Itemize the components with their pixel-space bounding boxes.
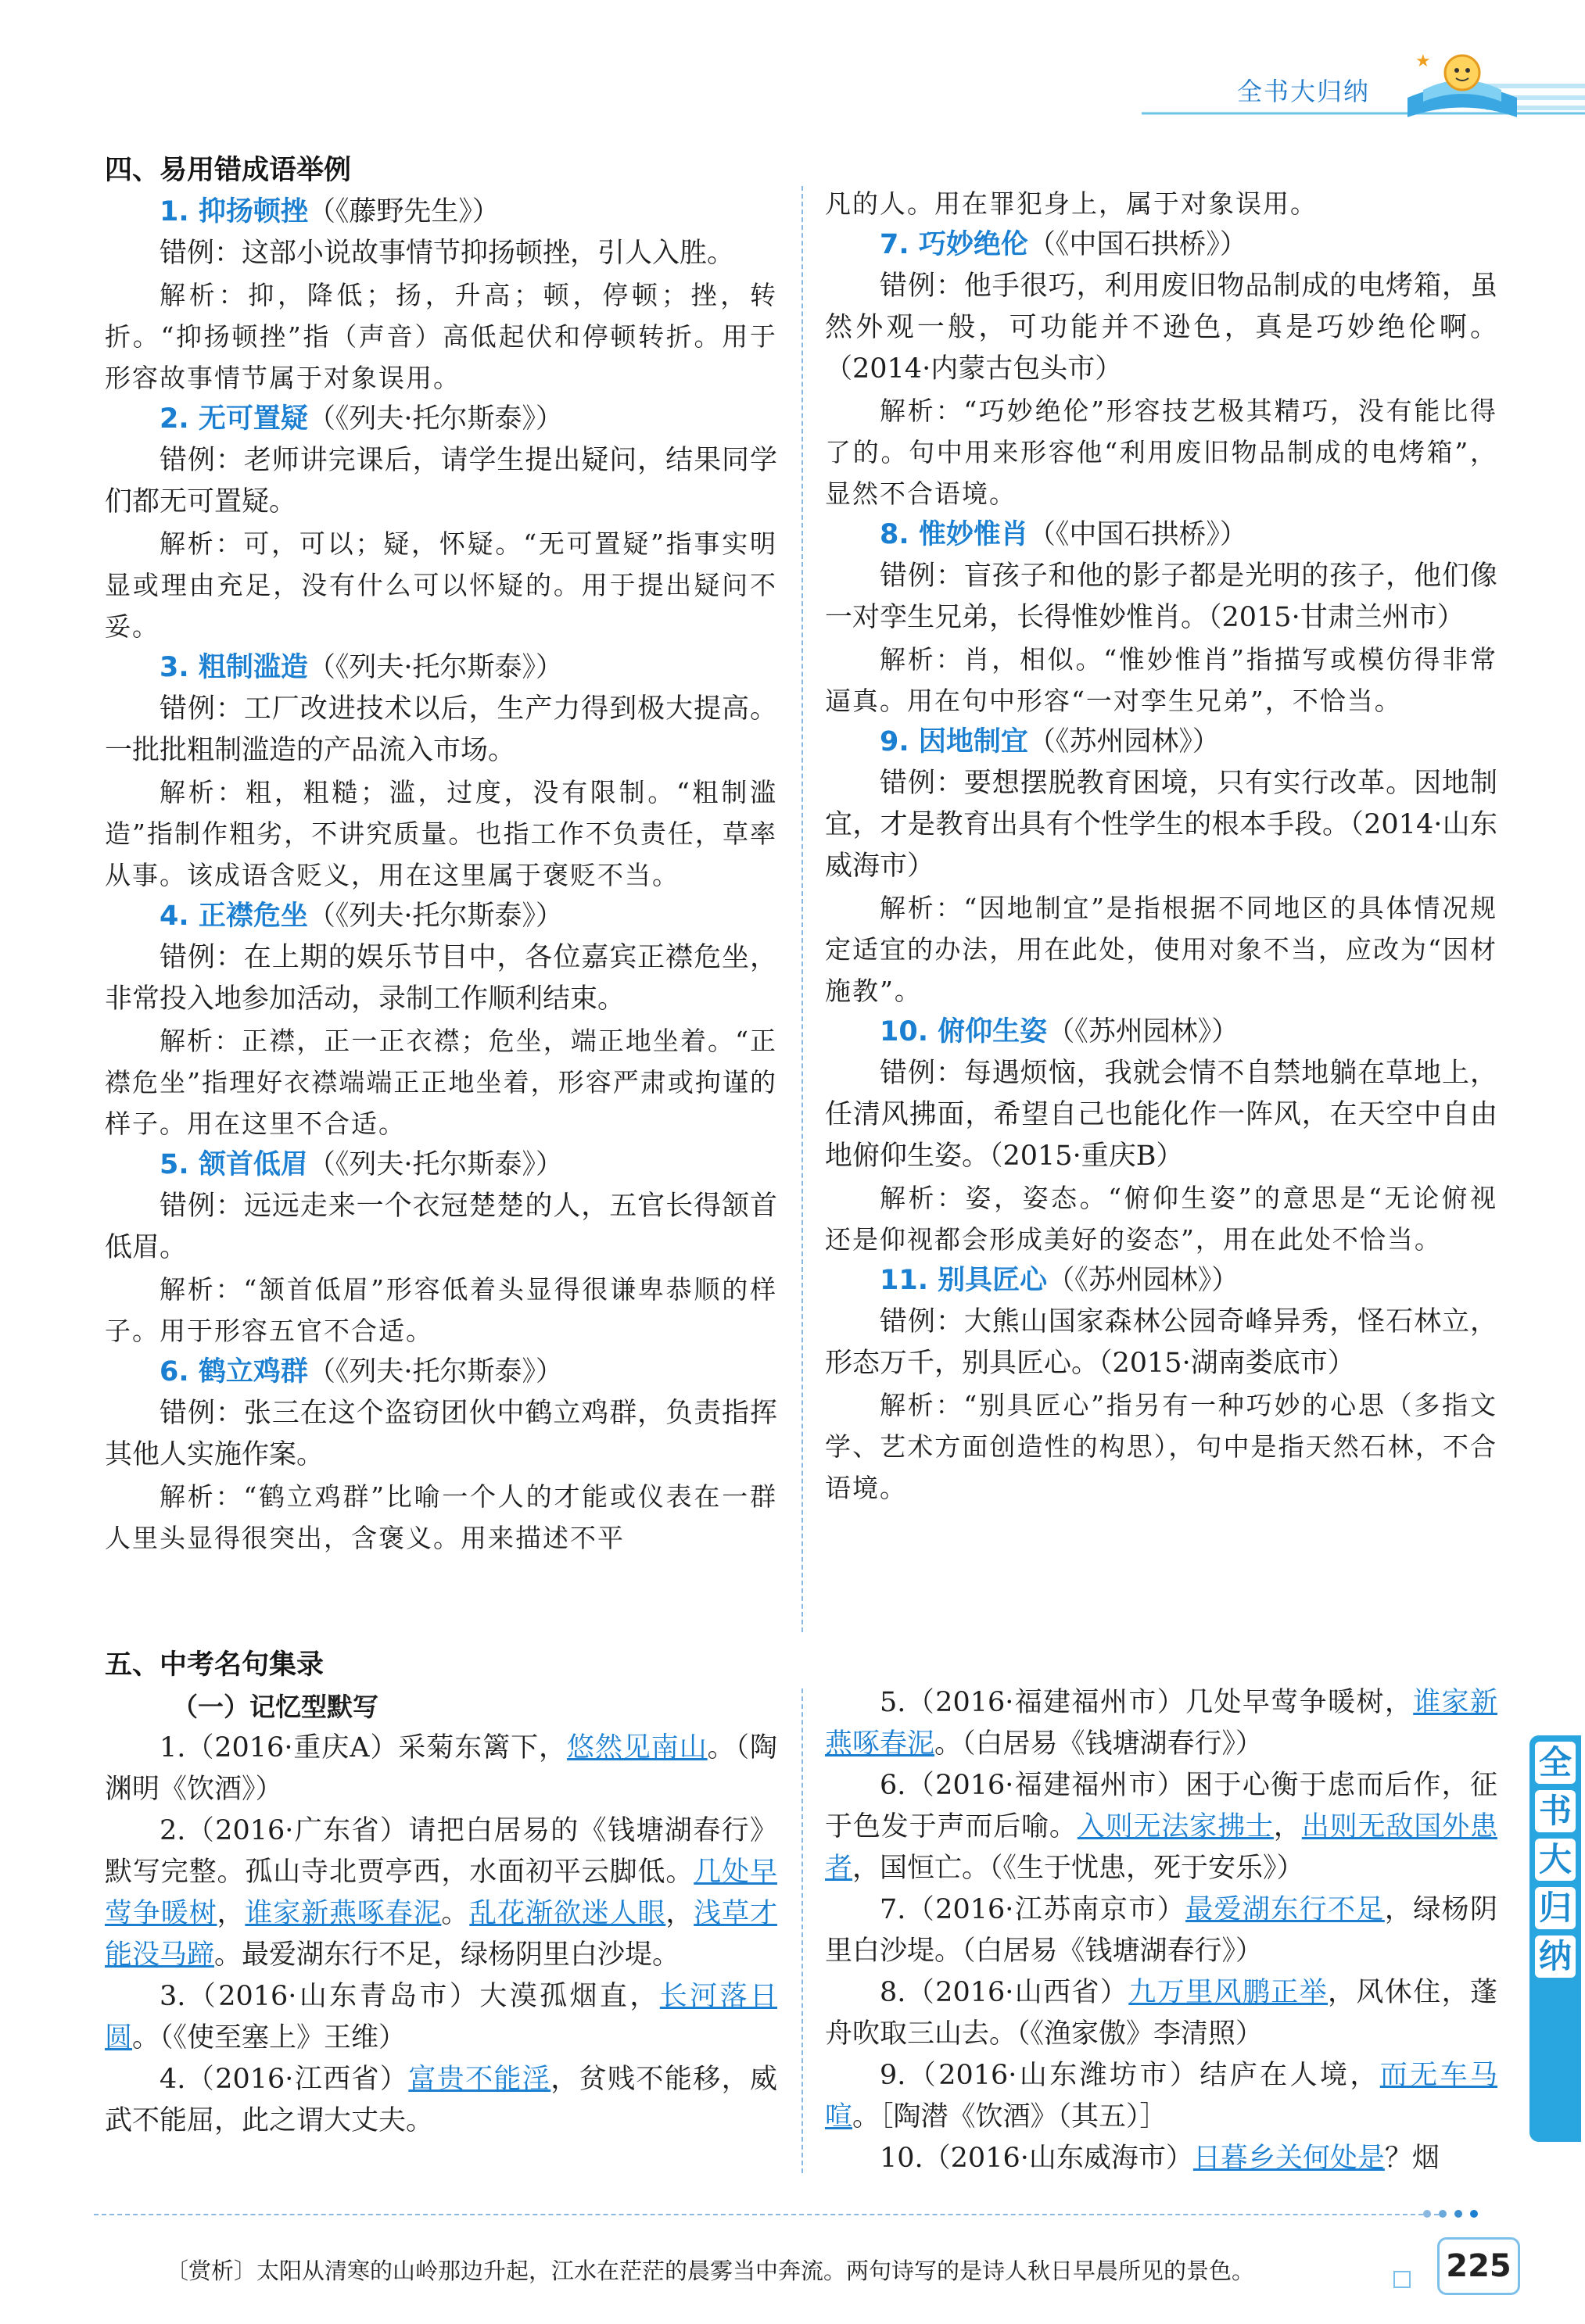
- idiom-heading: [825, 722, 1497, 763]
- quote-text: 。［陶潜《饮酒》（其五）］: [852, 2101, 1167, 2132]
- quote-text: 4.（2016·江西省）: [160, 2064, 409, 2095]
- idiom-heading: [105, 647, 777, 689]
- idiom-heading: [825, 224, 1497, 266]
- idiom-heading: [825, 1260, 1497, 1302]
- quote-text: 。: [441, 1898, 470, 1929]
- column-divider: [801, 1688, 803, 2173]
- quote-text: 2.（2016·广东省）请把白居易的《钱塘湖春行》默写完整。孤山寺北贾亭西，水面初平云脚低。: [105, 1815, 777, 1888]
- error-example: 错例：工厂改进技术以后，生产力得到极大提高。一批批粗制滥造的产品流入市场。: [105, 693, 777, 766]
- answer-text: 最爱湖东行不足: [1185, 1894, 1385, 1925]
- footer-dots-decoration: [1419, 2206, 1490, 2222]
- idiom-name: 3. 粗制滥造: [160, 652, 308, 683]
- answer-text: 长河落日圆: [105, 1981, 777, 2054]
- error-example: 错例：这部小说故事情节抑扬顿挫，引人入胜。: [160, 238, 735, 269]
- idiom-source: （《苏州园林》）: [1047, 1265, 1239, 1296]
- quote-text: 5.（2016·福建福州市）几处早莺争暖树，: [880, 1687, 1414, 1718]
- analysis-text: 解析：“因地制宜”是指根据不同地区的具体情况规定适宜的办法，用在此处，使用对象不当，应改为“因材施教”。: [825, 893, 1497, 1006]
- quote-list: [105, 1728, 777, 2142]
- analysis-text: 解析：肖，相似。“惟妙惟肖”指描写或模仿得非常逼真。用在句中形容“一对孪生兄弟”，不恰当。: [825, 644, 1497, 716]
- quote-text: 。（白居易《钱塘湖春行》）: [934, 1728, 1264, 1760]
- answer-text: 入则无法家拂士: [1077, 1811, 1274, 1842]
- quote-list: [825, 1682, 1497, 2179]
- section-title: 四、易用错成语举例: [105, 155, 352, 186]
- idiom-name: 7. 巧妙绝伦: [880, 229, 1028, 260]
- error-example: 错例：张三在这个盗窃团伙中鹤立鸡群，负责指挥其他人实施作案。: [105, 1398, 777, 1470]
- analysis-text: 解析：粗，粗糙；滥，过度，没有限制。“粗制滥造”指制作粗劣，不讲究质量。也指工作不负责任，草率从事。该成语含贬义，用在这里属于褒贬不当。: [105, 777, 777, 890]
- answer-text: 谁家新燕啄春泥: [245, 1898, 442, 1929]
- idiom-source: （《苏州园林》）: [1027, 726, 1220, 757]
- idiom-source: （《列夫·托尔斯泰》）: [307, 652, 563, 683]
- answer-text: 乱花渐欲迷人眼: [469, 1898, 666, 1929]
- side-tab-char: 纳: [1535, 1935, 1576, 1978]
- idiom-name: 1. 抑扬顿挫: [160, 196, 308, 227]
- analysis-text: 解析：正襟，正一正衣襟；危坐，端正地坐着。“正襟危坐”指理好衣襟端端正正地坐着，形容严肃或拘谨的样子。用在这里不合适。: [105, 1026, 777, 1139]
- analysis-text: 解析：抑，降低；扬，升高；顿，停顿；挫，转折。“抑扬顿挫”指（声音）高低起伏和停顿转折。用于形容故事情节属于对象误用。: [105, 280, 777, 393]
- analysis-text: 解析：“别具匠心”指另有一种巧妙的心思（多指文学、艺术方面创造性的构思），句中是指天然石林，不合语境。: [825, 1390, 1497, 1503]
- idiom-name: 4. 正襟危坐: [160, 901, 308, 932]
- idiom-source: （《列夫·托尔斯泰》）: [307, 901, 563, 932]
- quote-text: ，贫贱不能移，威武不能屈，此之谓大丈夫。: [105, 2064, 777, 2136]
- quote-entry: [825, 1889, 1497, 1972]
- svg-text:★: ★: [1415, 52, 1431, 71]
- error-example: 错例：他手很巧，利用废旧物品制成的电烤箱，虽然外观一般，可功能并不逊色，真是巧妙绝伦啊。（2014·内蒙古包头市）: [825, 270, 1497, 385]
- error-example: 错例：要想摆脱教育困境，只有实行改革。因地制宜，才是教育出具有个性学生的根本手段。（2014·山东威海市）: [825, 768, 1497, 882]
- header-title: 全书大归纳: [1237, 77, 1371, 106]
- quote-text: 7.（2016·江苏南京市）: [880, 1894, 1186, 1925]
- error-example: 错例：老师讲完课后，请学生提出疑问，结果同学们都无可置疑。: [105, 445, 777, 517]
- idiom-source: （《中国石拱桥》）: [1027, 519, 1247, 550]
- quote-entry: [825, 2138, 1497, 2179]
- idiom-name: 5. 颔首低眉: [160, 1149, 308, 1180]
- footer-rule: [94, 2214, 1439, 2215]
- quote-text: 8.（2016·山西省）: [880, 1977, 1129, 2008]
- left-column-bottom: [105, 1645, 777, 2142]
- quote-text: 6.（2016·福建福州市）困于心衡于虑而后作，征于色发于声而后喻。: [825, 1770, 1497, 1842]
- appreciation-note: 〔赏析〕太阳从清寒的山岭那边升起，江水在茫茫的晨雾当中奔流。两句诗写的是诗人秋日早晨所见的景色。: [166, 2258, 1255, 2284]
- idiom-list: [105, 192, 777, 1559]
- continuation-text: 凡的人。用在罪犯身上，属于对象误用。: [825, 188, 1318, 219]
- quote-entry: [825, 1972, 1497, 2055]
- answer-text: 谁家新燕啄春泥: [825, 1687, 1497, 1760]
- analysis-text: 解析：“巧妙绝伦”形容技艺极其精巧，没有能比得了的。句中用来形容他“利用废旧物品制成的电烤箱”，显然不合语境。: [825, 396, 1497, 509]
- idiom-source: （《中国石拱桥》）: [1027, 229, 1247, 260]
- right-column-bottom: [825, 1682, 1497, 2179]
- error-example: 错例：远远走来一个衣冠楚楚的人，五官长得颔首低眉。: [105, 1191, 777, 1263]
- answer-text: 出则无敌国外患者: [825, 1811, 1497, 1884]
- answer-text: 九万里风鹏正举: [1128, 1977, 1329, 2008]
- quote-text: 10.（2016·山东威海市）: [880, 2143, 1193, 2174]
- quote-entry: [105, 2059, 777, 2142]
- quote-text: 1.（2016·重庆A）采菊东篱下，: [160, 1732, 567, 1764]
- error-example: 错例：在上期的娱乐节目中，各位嘉宾正襟危坐，非常投入地参加活动，录制工作顺利结束。: [105, 942, 777, 1015]
- quote-text: ，绿杨阴里白沙堤。（白居易《钱塘湖春行》）: [825, 1894, 1497, 1967]
- quote-text: ，: [217, 1898, 246, 1929]
- right-column-top: [825, 183, 1497, 1509]
- error-example: 错例：大熊山国家森林公园奇峰异秀，怪石林立，形态万千，别具匠心。（2015·湖南娄底市）: [825, 1306, 1497, 1379]
- idiom-name: 9. 因地制宜: [880, 726, 1028, 757]
- section-title: 五、中考名句集录: [105, 1649, 325, 1681]
- quote-text: ，: [665, 1898, 694, 1929]
- idiom-source: （《藤野先生》）: [307, 196, 500, 227]
- idiom-heading: [105, 896, 777, 937]
- idiom-source: （《列夫·托尔斯泰》）: [307, 403, 563, 435]
- quote-text: 3.（2016·山东青岛市）大漠孤烟直，: [160, 1981, 660, 2012]
- side-tab-char: 归: [1535, 1887, 1576, 1929]
- page-number: 225: [1437, 2237, 1520, 2295]
- answer-text: 浅草才能没马蹄: [105, 1898, 777, 1971]
- idiom-list: [825, 224, 1497, 1509]
- idiom-name: 6. 鹤立鸡群: [160, 1356, 308, 1388]
- idiom-heading: [105, 192, 777, 233]
- quote-text: ？烟: [1384, 2143, 1440, 2174]
- book-mascot-icon: [1400, 43, 1525, 129]
- idiom-source: （《列夫·托尔斯泰》）: [307, 1149, 563, 1180]
- idiom-heading: [105, 1144, 777, 1186]
- answer-text: 几处早莺争暖树: [105, 1857, 777, 1929]
- answer-text: 悠然见南山: [566, 1732, 708, 1764]
- page-square-decoration: [1393, 2271, 1411, 2288]
- idiom-name: 10. 俯仰生姿: [880, 1016, 1048, 1047]
- column-divider: [801, 186, 803, 1632]
- quote-entry: [825, 1682, 1497, 1765]
- idiom-name: 11. 别具匠心: [880, 1265, 1048, 1296]
- idiom-source: （《苏州园林》）: [1047, 1016, 1239, 1047]
- idiom-heading: [105, 1352, 777, 1393]
- quote-entry: [105, 1728, 777, 1810]
- quote-entry: [825, 1765, 1497, 1889]
- analysis-text: 解析：可，可以；疑，怀疑。“无可置疑”指事实明显或理由充足，没有什么可以怀疑的。用于提出疑问不妥。: [105, 528, 777, 642]
- error-example: 错例：盲孩子和他的影子都是光明的孩子，他们像一对孪生兄弟，长得惟妙惟肖。（2015·甘肃兰州市）: [825, 560, 1497, 633]
- side-tab-char: 书: [1535, 1790, 1576, 1832]
- idiom-name: 8. 惟妙惟肖: [880, 519, 1028, 550]
- side-tab: [1529, 1735, 1581, 2142]
- quote-entry: [825, 2055, 1497, 2138]
- quote-text: ，国恒亡。（《生于忧患，死于安乐》）: [852, 1853, 1304, 1884]
- answer-text: 富贵不能淫: [408, 2064, 551, 2095]
- idiom-heading: [105, 399, 777, 440]
- quote-entry: [105, 1810, 777, 1976]
- error-example: 错例：每遇烦恼，我就会情不自禁地躺在草地上，任清风拂面，希望自己也能化作一阵风，在天空中自由地俯仰生姿。（2015·重庆B）: [825, 1058, 1497, 1172]
- quote-text: ，风休住，蓬舟吹取三山去。（《渔家傲》李清照）: [825, 1977, 1497, 2050]
- idiom-name: 2. 无可置疑: [160, 403, 308, 435]
- quote-text: 。（《使至塞上》王维）: [132, 2022, 407, 2054]
- quote-text: 。最爱湖东行不足，绿杨阴里白沙堤。: [214, 1939, 680, 1971]
- side-tab-char: 大: [1535, 1839, 1576, 1881]
- analysis-text: 解析：“颔首低眉”形容低着头显得很谦卑恭顺的样子。用于形容五官不合适。: [105, 1274, 777, 1346]
- left-column-top: [105, 150, 777, 1559]
- sub-title: （一）记忆型默写: [172, 1692, 378, 1722]
- quote-text: 。（陶渊明《饮酒》）: [105, 1732, 777, 1805]
- analysis-text: 解析：“鹤立鸡群”比喻一个人的才能或仪表在一群人里头显得很突出，含褒义。用来描述不平: [105, 1481, 777, 1553]
- idiom-heading: [825, 514, 1497, 556]
- idiom-heading: [825, 1012, 1497, 1053]
- quote-text: 9.（2016·山东潍坊市）结庐在人境，: [880, 2060, 1380, 2091]
- answer-text: 而无车马喧: [825, 2060, 1497, 2132]
- idiom-source: （《列夫·托尔斯泰》）: [307, 1356, 563, 1388]
- quote-text: ，: [1273, 1811, 1302, 1842]
- side-tab-char: 全: [1535, 1742, 1576, 1784]
- quote-entry: [105, 1976, 777, 2059]
- answer-text: 日暮乡关何处是: [1192, 2143, 1385, 2174]
- analysis-text: 解析：姿，姿态。“俯仰生姿”的意思是“无论俯视还是仰视都会形成美好的姿态”，用在此处不恰当。: [825, 1183, 1497, 1255]
